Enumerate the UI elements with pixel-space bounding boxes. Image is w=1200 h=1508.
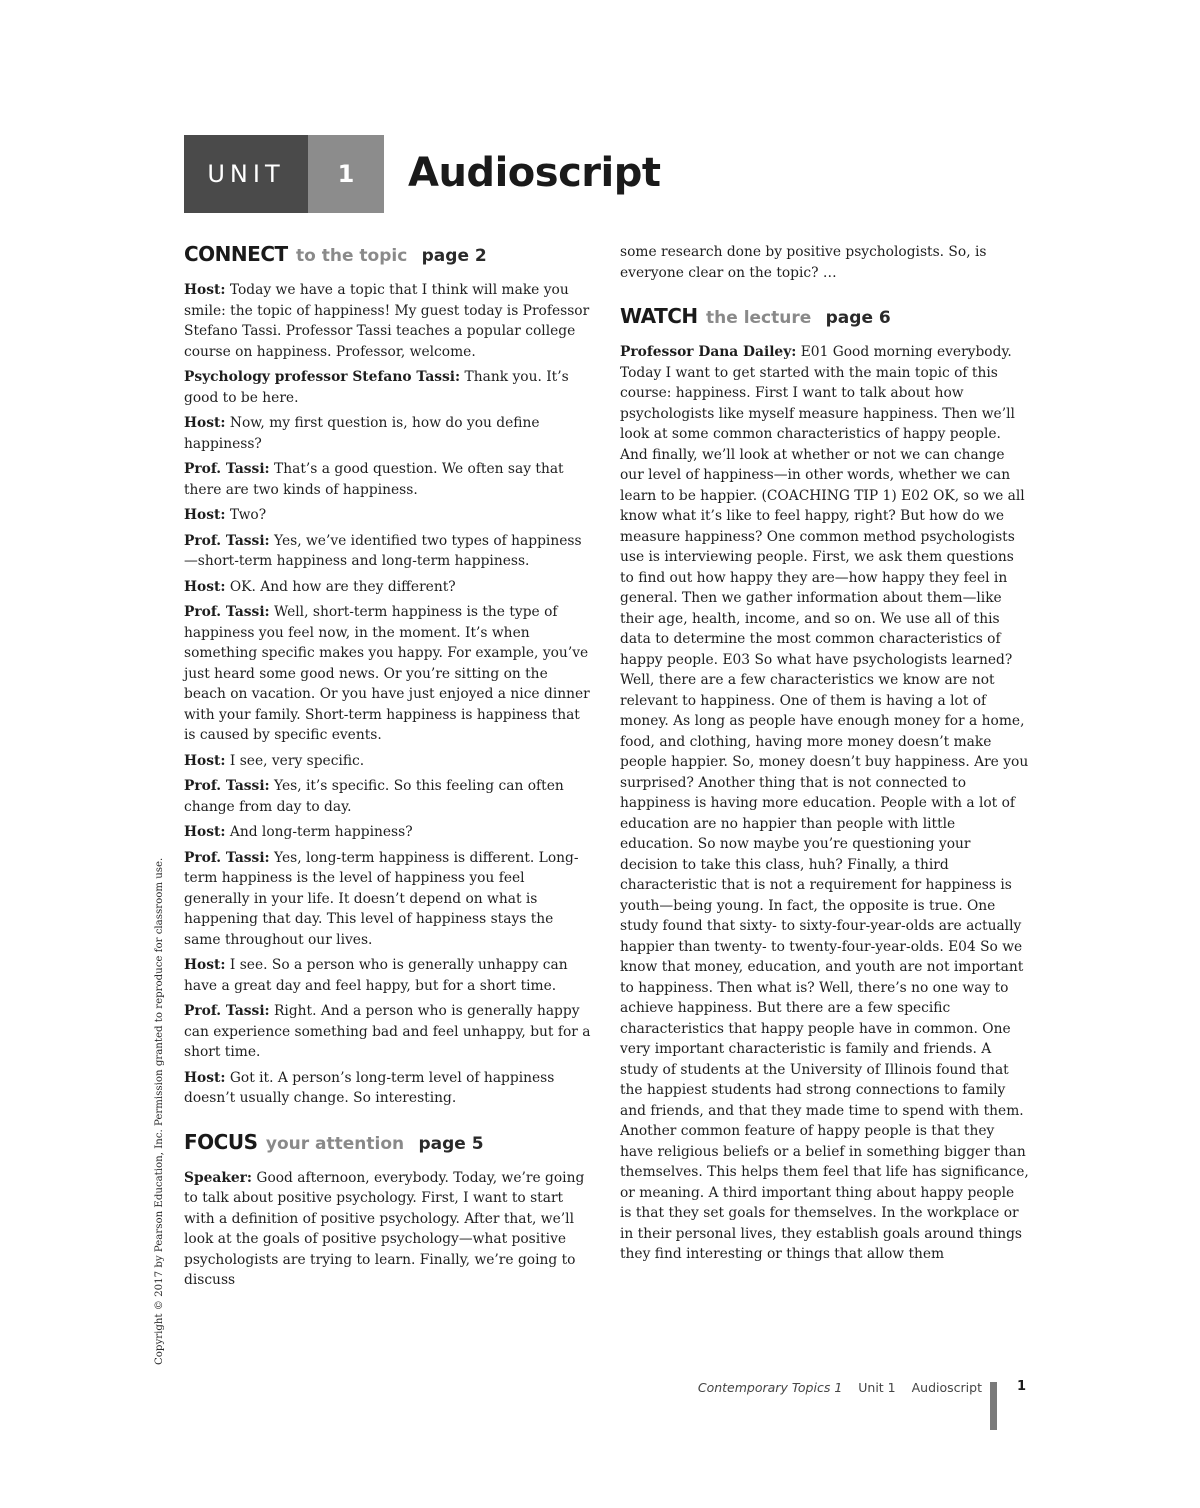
- speaker-text: E01 Good morning everybody. Today I want to get started with the main topic of this course: happiness. First I want to talk about how psychologists like myself measure happiness. Then we’ll look at some common characteristics of happy people. And finally, we’ll look at whether or not we can change our level of happiness—in other words, whether we can learn to be happier. (COACHING TIP 1) E02 OK, so we all know what it’s like to feel happy, right? But how do we measure happiness? One common method psychologists use is interviewing people. First, we ask them questions to find out how happy they are—how happy they feel in general. Then we gather information about them—like their age, health, income, and so on. We use all of this data to determine the most common characteristics of happy people. E03 So what have psychologists learned? Well, there are a few characteristics we know are not relevant to happiness. One of them is having a lot of money. As long as people have enough money for a home, food, and clothing, having more money doesn’t make people happier. So, money doesn’t buy happiness. Are you surprised? Another thing that is not connected to happiness is having more education. People with a lot of education are no happier than people with little education. So now maybe you’re questioning your decision to take this class, huh? Finally, a third characteristic that is not a requirement for happiness is youth—being young. In fact, the opposite is true. One study found that sixty- to sixty-four-year-olds are actually happier than twenty- to twenty-four-year-olds. E04 So we know that money, education, and youth are not important to happiness. Then what is? Well, there’s no one way to achieve happiness. But there are a few specific characteristics that happy people have in common. One very important characteristic is family and friends. A study of students at the University of Illinois found that the happiest students had strong connections to family and friends, and that they made time to spend with them. Another common feature of happy people is that they have religious beliefs or a belief in something bigger than themselves. This helps them feel that life has significance, or meaning. A third important thing about happy people is that they set goals for themselves. In the workplace or in their personal lives, they establish goals around things they find interesting or things that allow them: [620, 344, 1029, 1262]
- footer-book-title: Contemporary Topics 1: [697, 1380, 843, 1395]
- focus-heading-sub: your attention: [265, 1133, 405, 1154]
- footer-section: Audioscript: [911, 1380, 982, 1395]
- speaker-text: Yes, it’s specific. So this feeling can often change from day to day.: [184, 778, 564, 815]
- speaker-text: Got it. A person’s long-term level of happiness doesn’t usually change. So interesting.: [184, 1069, 555, 1106]
- transcript-paragraph: [184, 413, 592, 454]
- connect-heading-word: CONNECT: [184, 242, 288, 266]
- speaker-text: Right. And a person who is generally happy can experience something bad and feel unhappy, but for a short time.: [184, 1003, 591, 1060]
- transcript-paragraph: [184, 955, 592, 996]
- speaker-name: Professor Dana Dailey:: [620, 344, 797, 360]
- speaker-name: Prof. Tassi:: [184, 604, 270, 620]
- connect-heading: [184, 240, 592, 270]
- speaker-name: Host:: [184, 957, 226, 973]
- watch-transcript: [620, 342, 1030, 1265]
- transcript-paragraph: [184, 280, 592, 362]
- footer-divider: [990, 1382, 997, 1430]
- transcript-paragraph: [184, 602, 592, 746]
- right-column: [620, 242, 1030, 1270]
- speaker-name: Psychology professor Stefano Tassi:: [184, 369, 461, 385]
- watch-heading: [620, 302, 1030, 332]
- connect-heading-page: page 2: [421, 246, 487, 266]
- left-column: [184, 240, 592, 1296]
- focus-heading-word: FOCUS: [184, 1129, 258, 1154]
- speaker-name: Prof. Tassi:: [184, 1003, 270, 1019]
- focus-heading-page: page 5: [418, 1133, 484, 1154]
- page-title: Audioscript: [408, 150, 661, 196]
- transcript-paragraph: [184, 776, 592, 817]
- copyright-notice: Copyright © 2017 by Pearson Education, Inc. Permission granted to reproduce for classroom use.: [154, 857, 165, 1365]
- speaker-name: Prof. Tassi:: [184, 849, 270, 866]
- speaker-name: Host:: [184, 415, 226, 431]
- speaker-text: OK. And how are they different?: [225, 578, 456, 595]
- speaker-name: Host:: [184, 578, 226, 595]
- transcript-paragraph: [184, 531, 592, 572]
- speaker-name: Prof. Tassi:: [184, 778, 270, 794]
- speaker-name: Host:: [184, 752, 226, 769]
- transcript-paragraph: [184, 751, 592, 772]
- transcript-paragraph: [184, 367, 592, 408]
- page-number: 1: [1017, 1379, 1027, 1394]
- footer-unit: Unit 1: [858, 1380, 896, 1395]
- speaker-name: Host:: [184, 824, 226, 840]
- speaker-text: I see. So a person who is generally unhappy can have a great day and feel happy, but for a short time.: [184, 957, 568, 994]
- watch-heading-word: WATCH: [620, 304, 698, 328]
- focus-continued: some research done by positive psychologists. So, is everyone clear on the topic? …: [620, 244, 987, 281]
- speaker-text: Thank you. It’s good to be here.: [184, 369, 569, 406]
- speaker-text: Now, my first question is, how do you define happiness?: [184, 415, 540, 452]
- transcript-paragraph: [184, 1168, 592, 1291]
- transcript-paragraph: [184, 577, 592, 598]
- speaker-name: Host:: [184, 282, 226, 298]
- speaker-text: That’s a good question. We often say that there are two kinds of happiness.: [184, 461, 564, 498]
- speaker-text: And long-term happiness?: [225, 824, 413, 840]
- speaker-text: Yes, we’ve identified two types of happiness—short-term happiness and long-term happiness.: [184, 532, 582, 569]
- unit-label: UNIT: [184, 135, 308, 213]
- speaker-text: Today we have a topic that I think will make you smile: the topic of happiness! My guest today is Professor Stefano Tassi. Professor Tassi teaches a popular college course on happiness. Professor, welcome.: [184, 282, 590, 360]
- watch-heading-sub: the lecture: [706, 308, 812, 328]
- unit-banner: [184, 135, 384, 213]
- speaker-text: Yes, long-term happiness is different. Long-term happiness is the level of happiness you feel generally in your life. It doesn’t depend on what is happening that day. This level of happiness stays the same throughout our lives.: [184, 849, 579, 948]
- connect-transcript: [184, 280, 592, 1109]
- speaker-name: Speaker:: [184, 1169, 253, 1186]
- focus-transcript: [184, 1168, 592, 1291]
- transcript-paragraph: [184, 822, 592, 843]
- transcript-paragraph: [184, 505, 592, 526]
- speaker-name: Host:: [184, 1069, 226, 1086]
- transcript-paragraph: [184, 1001, 592, 1063]
- transcript-paragraph: [620, 342, 1030, 1265]
- speaker-text: Well, short-term happiness is the type of happiness you feel now, in the moment. It’s when something specific makes you happy. For example, you’ve just heard some good news. Or you’re sitting on the beach on vacation. Or you have just enjoyed a nice dinner with your family. Short-term happiness is happiness that is caused by specific events.: [184, 604, 590, 743]
- speaker-text: Two?: [225, 507, 267, 523]
- transcript-paragraph: [184, 1068, 592, 1109]
- page-footer: [698, 1380, 982, 1395]
- connect-heading-sub: to the topic: [296, 246, 408, 266]
- speaker-name: Host:: [184, 507, 226, 523]
- speaker-name: Prof. Tassi:: [184, 532, 270, 549]
- transcript-paragraph: [184, 848, 592, 951]
- watch-heading-page: page 6: [825, 308, 891, 328]
- speaker-text: Good afternoon, everybody. Today, we’re going to talk about positive psychology. First, I want to start with a definition of positive psychology. After that, we’ll look at the goals of positive psychology—what positive psychologists are trying to learn. Finally, we’re going to discuss: [184, 1169, 585, 1288]
- focus-heading: [184, 1128, 592, 1158]
- speaker-name: Prof. Tassi:: [184, 461, 270, 477]
- transcript-paragraph: [184, 459, 592, 500]
- speaker-text: I see, very specific.: [225, 752, 365, 769]
- unit-number: 1: [308, 135, 384, 213]
